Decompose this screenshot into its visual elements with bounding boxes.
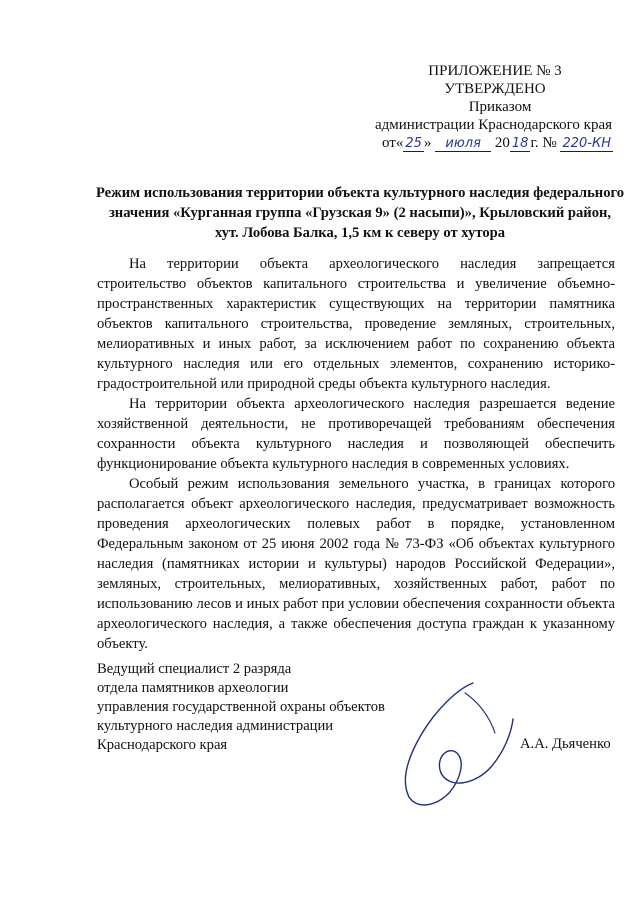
year-prefix: 20 xyxy=(494,135,510,151)
order-number: 220-КН xyxy=(562,136,611,151)
year-tail: г. № xyxy=(530,135,557,151)
body-paragraph-permissions: На территории объекта археологического наследия разрешается ведение хозяйственной деятельности, не противоречащей требованиям обеспечения сохранности объекта культурного наследия и позволяющей обеспечить функционирование объекта культурного наследия в современных условиях. xyxy=(97,396,615,472)
signatory-position xyxy=(97,660,407,755)
body-paragraph-prohibitions: На территории объекта археологического наследия запрещается строительство объектов капитального строительства и увеличение объемно-пространственных характеристик существующих на территории памятника объектов капитального строительства, проведение земляных, строительных, мелиоративных и иных работ, за исключением работ по сохранению объекта культурного наследия или его отдельных элементов, сохранению историко-градостроительной или природной среды объекта культурного наследия. xyxy=(97,256,615,392)
position-line-4: культурного наследия администрации xyxy=(97,718,334,734)
approval-stamp xyxy=(330,62,630,152)
title-line-3: хут. Лобова Балка, 1,5 км к северу от хутора xyxy=(214,225,506,241)
order-date-line xyxy=(330,134,630,152)
date-close: » xyxy=(423,135,432,151)
date-prefix: от« xyxy=(382,135,404,151)
order-year: 18 xyxy=(511,136,529,151)
document-body xyxy=(97,254,615,654)
title-line-2: значения «Курганная группа «Грузская 9» (2 насыпи)», Крыловский район, xyxy=(108,205,612,221)
order-label: Приказом xyxy=(468,99,532,115)
position-line-3: управления государственной охраны объектов xyxy=(97,699,385,715)
order-day: 25 xyxy=(405,136,422,151)
document-title xyxy=(95,183,625,243)
position-line-2: отдела памятников археологии xyxy=(97,680,289,696)
body-paragraph-special-regime: Особый режим использования земельного участка, в границах которого располагается объект археологического наследия, предусматривает возможность проведения археологических полевых работ в порядке, установленном Федеральным законом от 25 июня 2002 года № 73-ФЗ «Об объектах культурного наследия (памятниках истории и культуры) народов Российской Федерации», земляных, строительных, мелиоративных, хозяйственных работ, работ по использованию лесов и иных работ при условии обеспечения сохранности объекта археологического наследия, а также обеспечения доступа граждан к указанному объекту. xyxy=(97,476,615,652)
title-line-1: Режим использования территории объекта культурного наследия федерального xyxy=(95,185,625,201)
approved-label: УТВЕРЖДЕНО xyxy=(444,81,546,97)
handwritten-signature xyxy=(395,675,520,815)
authority-label: администрации Краснодарского края xyxy=(375,117,613,133)
order-month: июля xyxy=(435,137,491,152)
position-line-1: Ведущий специалист 2 разряда xyxy=(97,661,292,677)
signatory-name: А.А. Дьяченко xyxy=(520,736,611,752)
appendix-label: ПРИЛОЖЕНИЕ № 3 xyxy=(428,63,562,79)
position-line-5: Краснодарского края xyxy=(97,737,228,753)
